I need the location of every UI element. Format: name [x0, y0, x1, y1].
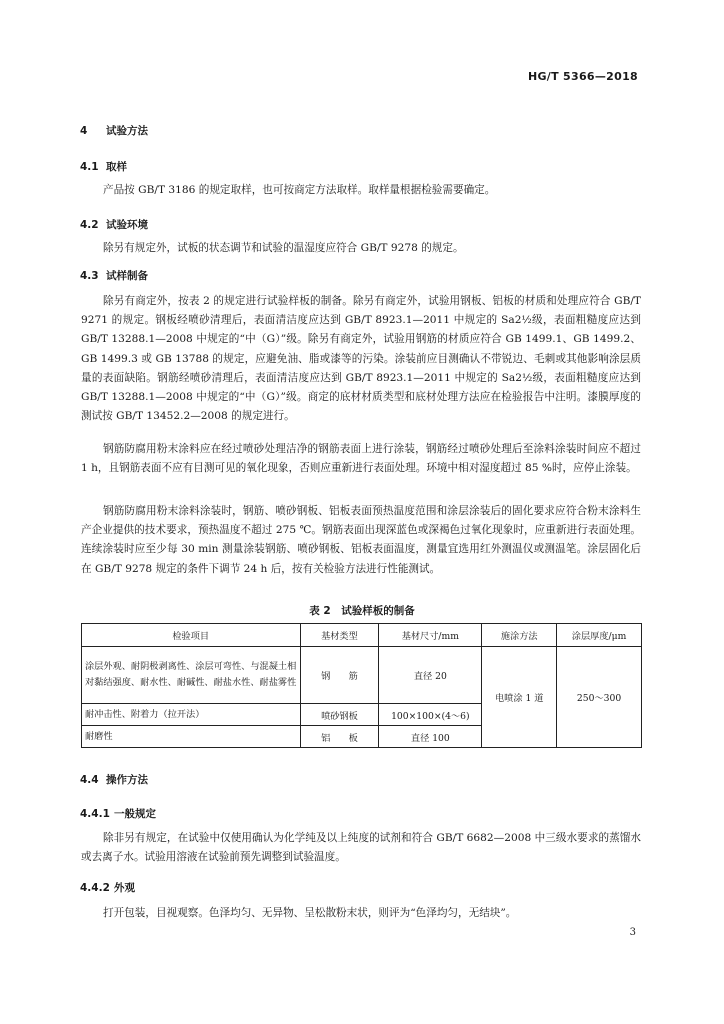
table-cell-item: 耐磨性	[82, 726, 301, 748]
page-number: 3	[629, 927, 636, 938]
section-4-4-heading	[80, 772, 148, 787]
table-header-cell: 涂层厚度/μm	[557, 624, 642, 647]
table-cell-size: 100×100×(4～6)	[379, 704, 482, 726]
table-header-row	[82, 624, 642, 647]
table-row	[82, 647, 642, 704]
table-2-caption: 表 2 试验样板的制备	[309, 605, 415, 617]
table-2	[81, 623, 642, 748]
table-cell-substrate: 钢 筋	[300, 647, 379, 704]
section-title: 试验方法	[106, 125, 148, 137]
section-number: 4	[80, 125, 88, 137]
table-cell-thickness: 250～300	[557, 647, 642, 748]
general-rules-paragraph: 除非另有规定，在试验中仅使用确认为化学纯及以上纯度的试剂和符合 GB/T 6682—2008 中三级水要求的蒸馏水或去离子水。试验用溶液在试验前预先调整到试验温度。	[81, 832, 641, 864]
section-4-4-1-heading	[80, 806, 156, 821]
section-title: 试验环境	[106, 219, 148, 231]
table-cell-substrate: 铝 板	[300, 726, 379, 748]
table-cell-method: 电喷涂 1 道	[482, 647, 557, 748]
table-cell-size: 直径 100	[379, 726, 482, 748]
table-cell-size: 直径 20	[379, 647, 482, 704]
specimen-paragraph-1: 除另有商定外，按表 2 的规定进行试验样板的制备。除另有商定外，试验用钢板、铝板的材质和处理应符合 GB/T 9271 的规定。钢板经喷砂清理后，表面清洁度应达到 GB/T 8923.1—2011 中规定的 Sa2½级，表面粗糙度应达到 GB/T 13288.1—2008 中规定的“中（G）”级。除另有商定外，试验用钢筋的材质应符合 GB 1499.1、GB 1499.2、GB 1499.3 或 GB 13788 的规定，应避免油、脂或漆等的污染。涂装前应目测确认不带锐边、毛刺或其他影响涂层质量的表面缺陷。钢筋经喷砂清理后，表面清洁度应达到 GB/T 8923.1—2011 中规定的 Sa2½级，表面粗糙度应达到 GB/T 13288.1—2008 中规定的“中（G）”级。商定的底材材质类型和底材处理方法应在检验报告中注明。漆膜厚度的测试按 GB/T 13452.2—2008 的规定进行。	[81, 295, 641, 423]
environment-paragraph: 除另有规定外，试板的状态调节和试验的温湿度应符合 GB/T 9278 的规定。	[103, 242, 464, 254]
section-number: 4.2	[80, 219, 99, 231]
section-title: 取样	[106, 161, 127, 173]
table-header-cell: 检验项目	[82, 624, 301, 647]
section-number: 4.4.2	[80, 882, 110, 894]
section-number: 4.3	[80, 270, 99, 282]
section-title: 试样制备	[106, 270, 148, 282]
section-4-2-heading	[80, 217, 148, 232]
section-4-1-heading	[80, 159, 127, 174]
section-title: 外观	[114, 882, 135, 894]
section-number: 4.1	[80, 161, 99, 173]
specimen-paragraph-2: 钢筋防腐用粉末涂料应在经过喷砂处理洁净的钢筋表面上进行涂装，钢筋经过喷砂处理后至涂料涂装时间应不超过 1 h，且钢筋表面不应有目测可见的氧化现象，否则应重新进行表面处理。环境中相对湿度超过 85 %时，应停止涂装。	[81, 443, 641, 475]
table-cell-substrate: 喷砂钢板	[300, 704, 379, 726]
standard-number: HG/T 5366—2018	[527, 70, 638, 83]
section-title: 操作方法	[106, 774, 148, 786]
section-4-4-2-heading	[80, 880, 135, 895]
section-4-3-heading	[80, 268, 148, 283]
table-header-cell: 基材类型	[300, 624, 379, 647]
section-number: 4.4	[80, 774, 99, 786]
section-number: 4.4.1	[80, 808, 110, 820]
sampling-paragraph: 产品按 GB/T 3186 的规定取样，也可按商定方法取样。取样量根据检验需要确定。	[103, 184, 496, 196]
table-header-cell: 施涂方法	[482, 624, 557, 647]
appearance-paragraph: 打开包装，目视观察。色泽均匀、无异物、呈松散粉末状，则评为“色泽均匀，无结块”。	[103, 907, 517, 919]
table-header-cell: 基材尺寸/mm	[379, 624, 482, 647]
section-4-heading	[80, 123, 148, 138]
section-title: 一般规定	[114, 808, 156, 820]
specimen-paragraph-3: 钢筋防腐用粉末涂料涂装时，钢筋、喷砂钢板、铝板表面预热温度范围和涂层涂装后的固化要求应符合粉末涂料生产企业提供的技术要求，预热温度不超过 275 ℃。钢筋表面出现深蓝色或深褐色过氧化现象时，应重新进行表面处理。连续涂装时应至少每 30 min 测量涂装钢筋、喷砂钢板、铝板表面温度，测量宜选用红外测温仪或测温笔。涂层固化后在 GB/T 9278 规定的条件下调节 24 h 后，按有关检验方法进行性能测试。	[81, 505, 641, 575]
table-cell-item: 涂层外观、耐阴极剥离性、涂层可弯性、与混凝土相对黏结强度、耐水性、耐碱性、耐盐水性、耐盐雾性	[82, 647, 301, 704]
table-cell-item: 耐冲击性、附着力（拉开法）	[82, 704, 301, 726]
